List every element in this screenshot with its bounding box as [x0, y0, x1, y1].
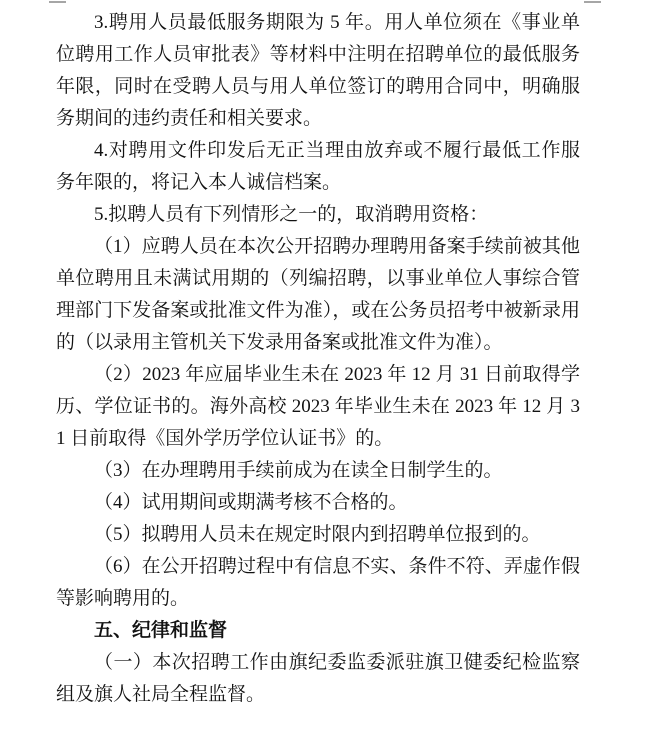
paragraph-subitem-2: （2）2023 年应届毕业生未在 2023 年 12 月 31 日前取得学历、学位证书的。海外高校 2023 年毕业生未在 2023 年 12 月 31 日前取得《国外学历学位认证书》的。 — [56, 364, 580, 449]
paragraph-subitem-1: （1）应聘人员在本次公开招聘办理聘用备案手续前被其他单位聘用且未满试用期的（列编招聘，以事业单位人事综合管理部门下发备案或批准文件为准），或在公务员招考中被新录用的（以录用主管机关下发录用备案或批准文件为准）。 — [56, 236, 580, 353]
section-heading-discipline-supervision: 五、纪律和监督 — [94, 620, 228, 641]
paragraph-item-4: 4.对聘用文件印发后无正当理由放弃或不履行最低工作服务年限的，将记入本人诚信档案。 — [56, 140, 580, 193]
paragraph-subitem-5: （5）拟聘用人员未在规定时限内到招聘单位报到的。 — [94, 524, 541, 545]
paragraph-subitem-3: （3）在办理聘用手续前成为在读全日制学生的。 — [94, 460, 503, 481]
paragraph-subitem-4: （4）试用期间或期满考核不合格的。 — [94, 492, 408, 513]
paragraph-supervision-item-1: （一）本次招聘工作由旗纪委监委派驻旗卫健委纪检监察组及旗人社局全程监督。 — [56, 652, 580, 705]
paragraph-item-3: 3.聘用人员最低服务期限为 5 年。用人单位须在《事业单位聘用工作人员审批表》等材料中注明在招聘单位的最低服务年限，同时在受聘人员与用人单位签订的聘用合同中，明确服务期间的违约责任和相关要求。 — [56, 12, 580, 129]
paragraph-item-5: 5.拟聘人员有下列情形之一的，取消聘用资格： — [94, 204, 489, 225]
paragraph-subitem-6: （6）在公开招聘过程中有信息不实、条件不符、弄虚作假等影响聘用的。 — [56, 556, 580, 609]
top-right-crop-fragment — [584, 1, 601, 3]
top-left-crop-fragment — [49, 1, 66, 3]
document-body — [56, 7, 580, 711]
